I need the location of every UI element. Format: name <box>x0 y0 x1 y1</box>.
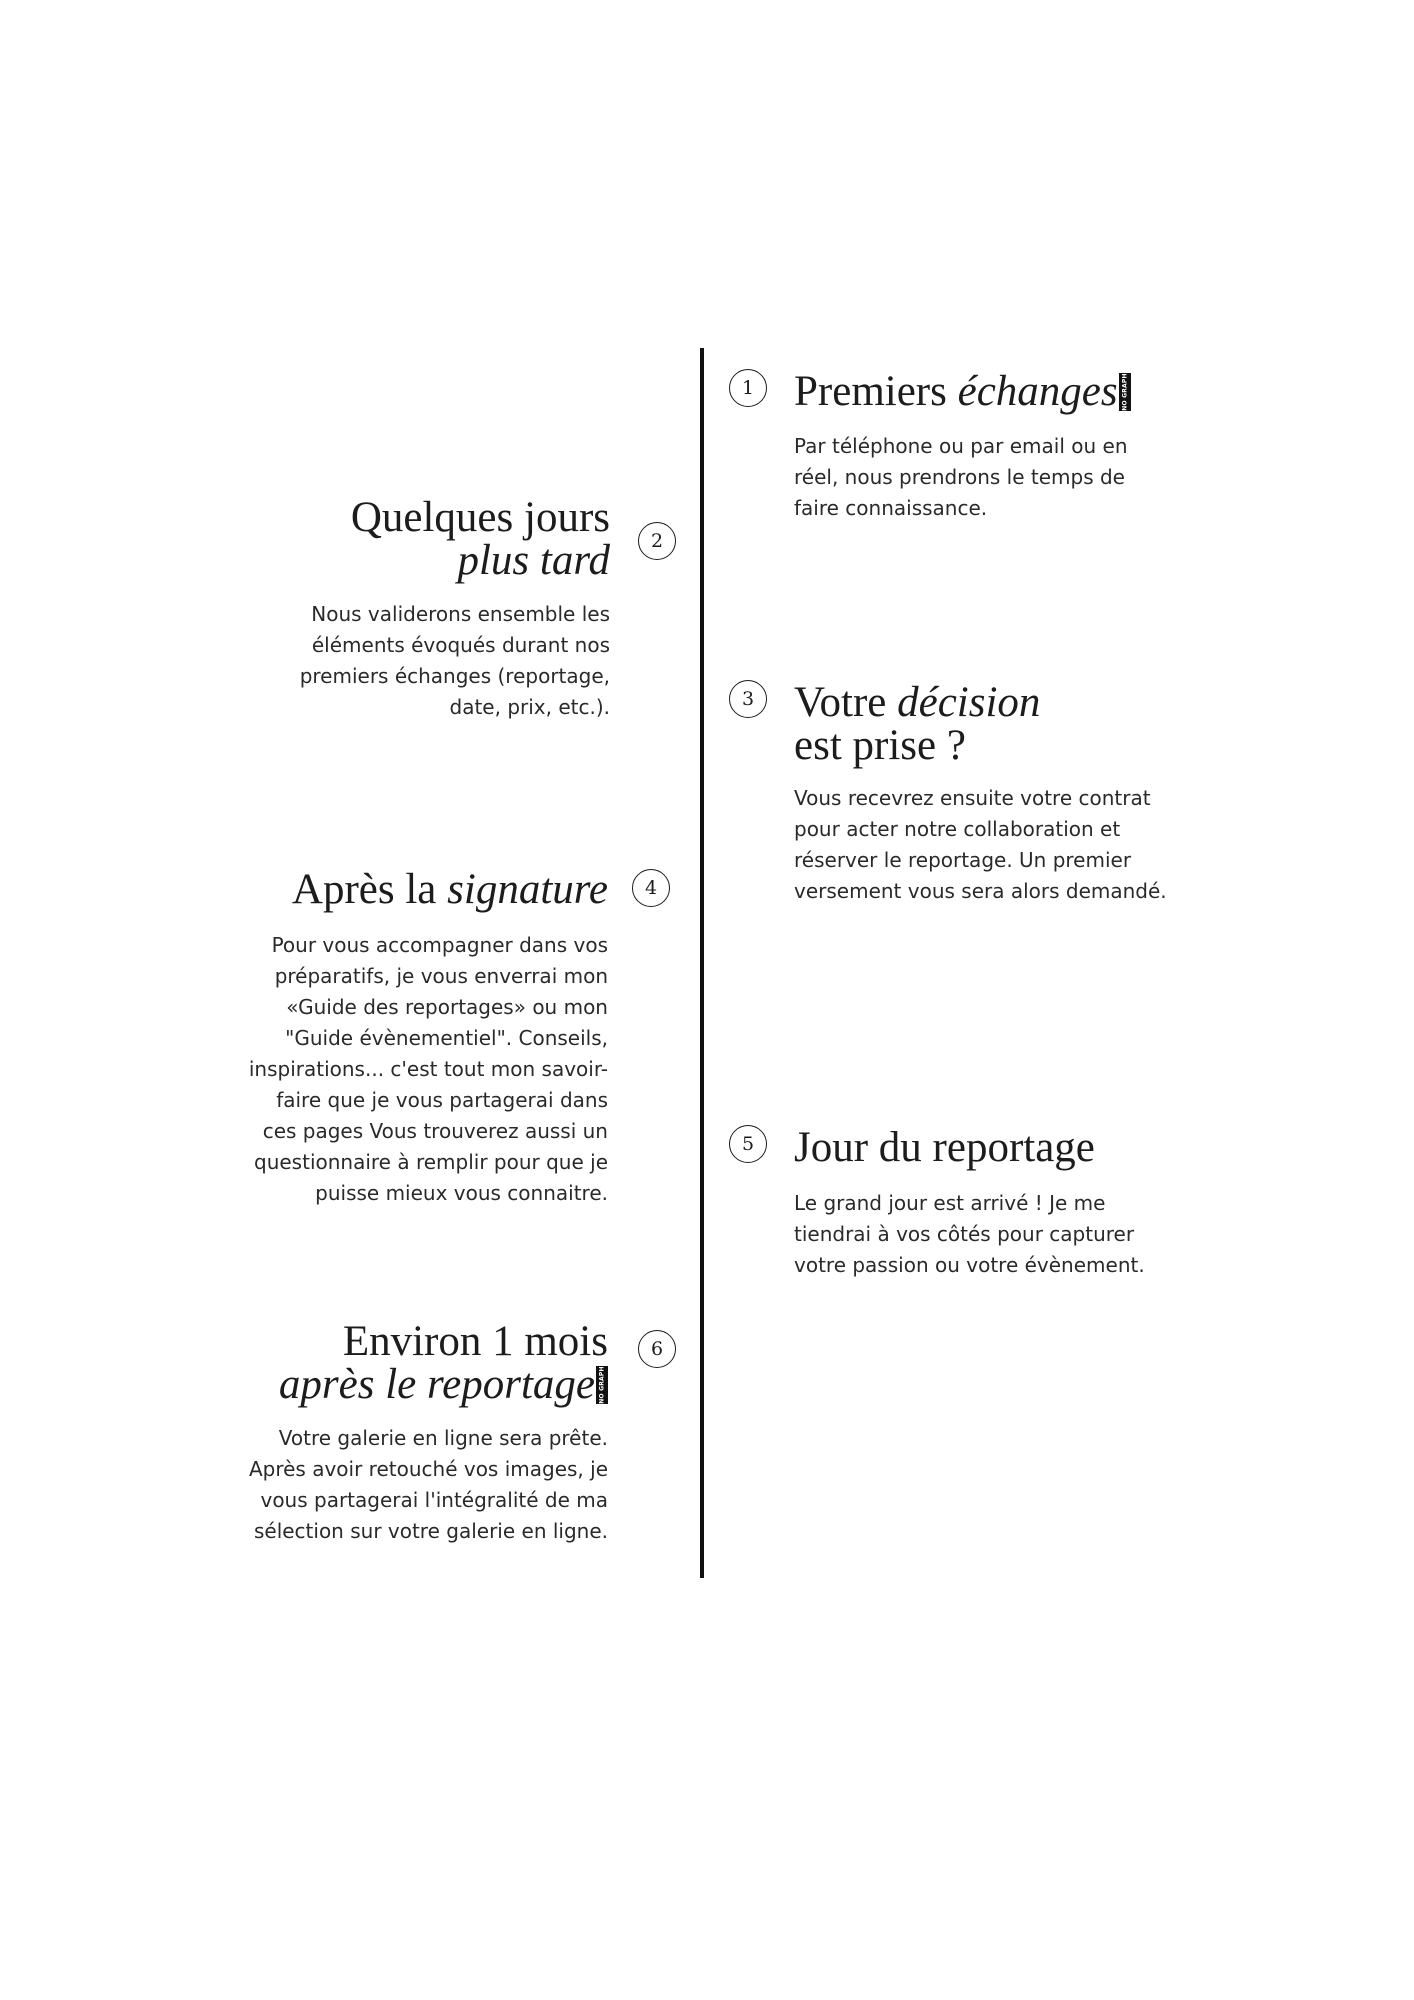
step-4-title-italic: signature <box>447 866 608 913</box>
step-6-description: Votre galerie en ligne sera prête. Après avoir retouché vos images, je vous partagerai l'intégralité de ma sélection sur votre galerie en ligne. <box>248 1426 608 1543</box>
timeline-line <box>700 348 704 1578</box>
step-2-number: 2 <box>638 522 676 560</box>
step-1-description: Par téléphone ou par email ou en réel, nous prendrons le temps de faire connaissance. <box>794 434 1128 520</box>
step-2-title <box>290 496 610 582</box>
step-6-number: 6 <box>638 1330 676 1368</box>
step-6-title-italic: après le reportage <box>278 1361 595 1408</box>
step-5-number: 5 <box>729 1125 767 1163</box>
step-3-description: Vous recevrez ensuite votre contrat pour acter notre collaboration et réserver le reportage. Un premier versement vous sera alors demandé. <box>794 786 1167 903</box>
step-3-title-line2: est prise ? <box>794 722 966 769</box>
step-6-title-plain: Environ 1 mois <box>342 1318 608 1365</box>
step-4-title-plain: Après la <box>291 866 448 913</box>
step-1-badge: NO GRAPH <box>1119 373 1131 411</box>
step-3-number: 3 <box>729 680 767 718</box>
step-3-title-italic: décision <box>897 679 1041 726</box>
step-1-title-italic: échanges <box>957 368 1118 415</box>
step-1-title <box>794 370 1131 413</box>
step-3-title-plain: Votre <box>794 679 898 726</box>
step-2-title-italic: plus tard <box>457 537 610 584</box>
step-4-description: Pour vous accompagner dans vos préparatifs, je vous enverrai mon «Guide des reportages» ou mon "Guide évènementiel". Conseils, inspirations... c'est tout mon savoir-faire que je vous partagerai dans ces pages Vous trouverez aussi un questionnaire à remplir pour que je puisse mieux vous connaitre. <box>248 933 608 1205</box>
step-2-description: Nous validerons ensemble les éléments évoqués durant nos premiers échanges (reportage, date, prix, etc.). <box>299 602 610 719</box>
step-6-title <box>240 1320 608 1406</box>
step-4-title <box>240 868 608 911</box>
step-3-title <box>794 681 1040 767</box>
step-2-title-plain: Quelques jours <box>350 494 610 541</box>
step-1-title-plain: Premiers <box>794 368 958 415</box>
step-1-number: 1 <box>729 369 767 407</box>
step-6-badge: NO GRAPH <box>596 1366 608 1404</box>
step-4-number: 4 <box>632 869 670 907</box>
step-5-description: Le grand jour est arrivé ! Je me tiendrai à vos côtés pour capturer votre passion ou votre évènement. <box>794 1191 1145 1277</box>
step-5-title: Jour du reportage <box>794 1124 1095 1171</box>
